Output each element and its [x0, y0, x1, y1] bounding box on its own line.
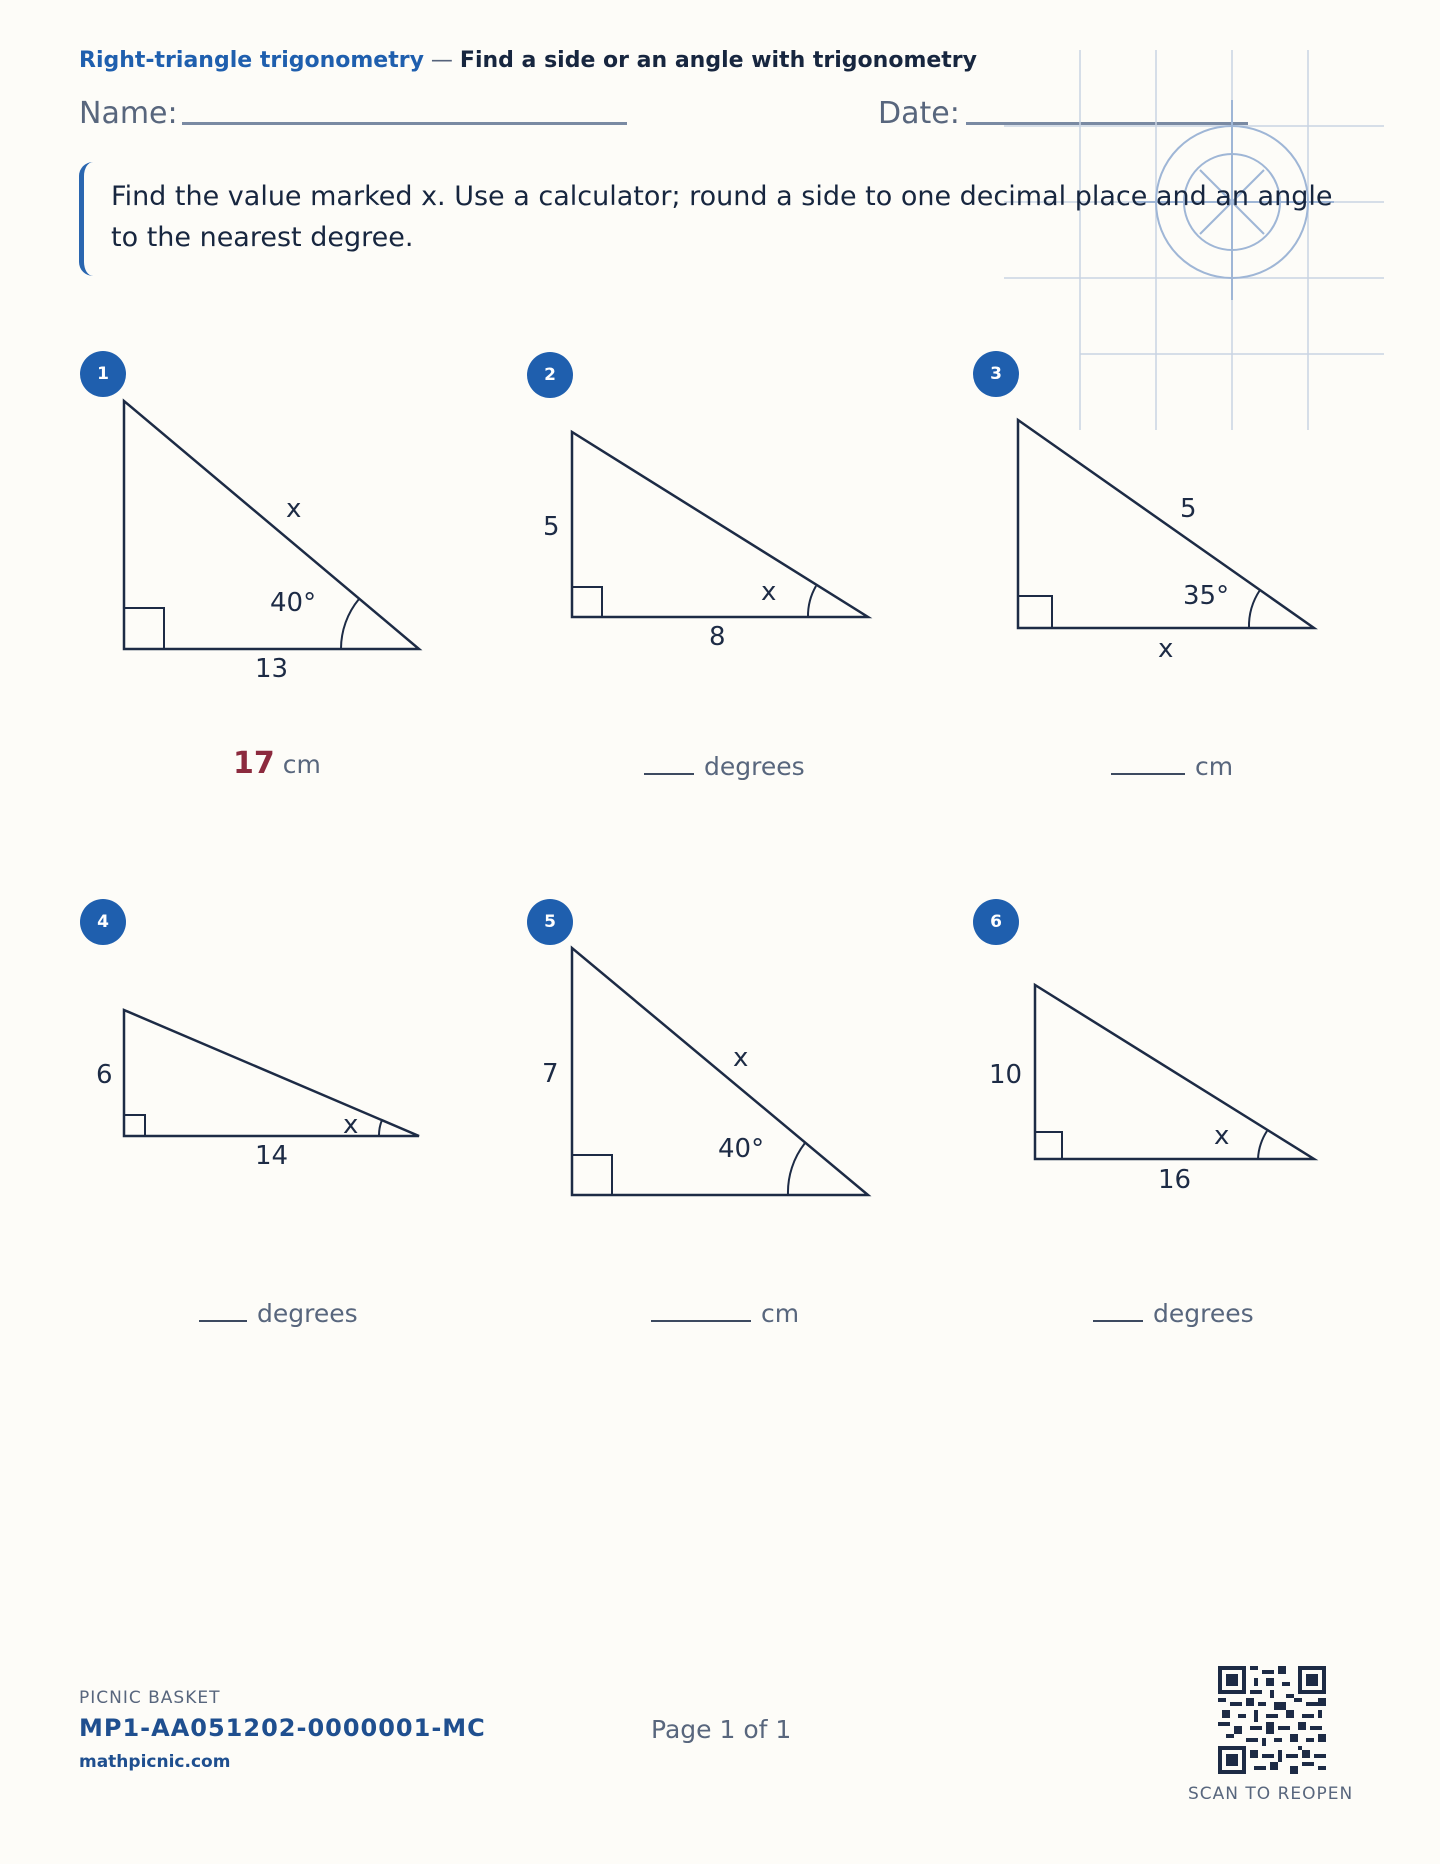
problem-6-badge: 6	[973, 899, 1019, 945]
side-label: 5	[1180, 494, 1197, 524]
answer-unit: degrees	[1153, 1299, 1254, 1328]
footer-brand: PICNIC BASKET	[79, 1688, 221, 1708]
side-label: 7	[542, 1059, 559, 1089]
side-label: 13	[255, 654, 289, 684]
scan-to-reopen-label: SCAN TO REOPEN	[1188, 1784, 1354, 1804]
instructions-text: Find the value marked x. Use a calculator; round a side to one decimal place and an angle to the nearest degree.	[111, 181, 1333, 253]
answer-unit: cm	[282, 750, 321, 779]
side-label: x	[286, 494, 302, 524]
problem-5-badge: 5	[527, 899, 573, 945]
answer-unit: cm	[761, 1299, 800, 1328]
angle-arc-icon	[1258, 1131, 1267, 1159]
problem-2-badge: 2	[527, 352, 573, 398]
side-label: 10	[989, 1060, 1023, 1090]
angle-label: x	[343, 1110, 359, 1140]
side-label: x	[1158, 634, 1174, 664]
angle-label: 35°	[1183, 581, 1230, 611]
angle-label: 40°	[718, 1134, 765, 1164]
side-label: 6	[96, 1060, 113, 1090]
problem-3-badge: 3	[973, 351, 1019, 397]
answer-unit: degrees	[257, 1299, 358, 1328]
side-label: 14	[255, 1141, 289, 1171]
angle-label: x	[1214, 1121, 1230, 1151]
side-label: 5	[543, 512, 560, 542]
answer-unit: degrees	[704, 752, 805, 781]
worksheet-code: MP1-AA051202-0000001-MC	[79, 1714, 486, 1742]
name-label: Name:	[79, 96, 178, 131]
title-separator: —	[430, 48, 453, 73]
right-angle-marker-icon	[1035, 1132, 1062, 1159]
answer-value: 17	[233, 746, 275, 781]
date-label: Date:	[878, 96, 960, 131]
angle-label: x	[761, 577, 777, 607]
side-label: x	[733, 1043, 749, 1073]
answer-blank[interactable]	[1093, 1320, 1143, 1322]
angle-label: 40°	[270, 588, 317, 618]
problem-6-answer[interactable]	[1093, 1299, 1254, 1328]
subtitle-label: Find a side or an angle with trigonometry	[459, 48, 977, 73]
problem-1-badge: 1	[80, 351, 126, 397]
problem-4-badge: 4	[80, 899, 126, 945]
answer-unit: cm	[1195, 752, 1234, 781]
topic-label: Right-triangle trigonometry	[79, 48, 424, 73]
triangle-shape	[1035, 985, 1314, 1159]
qr-code-icon[interactable]	[1218, 1666, 1326, 1774]
side-label: 8	[709, 622, 726, 652]
site-link[interactable]: mathpicnic.com	[79, 1752, 231, 1772]
side-label: 16	[1158, 1165, 1192, 1195]
page-indicator: Page 1 of 1	[651, 1715, 792, 1744]
